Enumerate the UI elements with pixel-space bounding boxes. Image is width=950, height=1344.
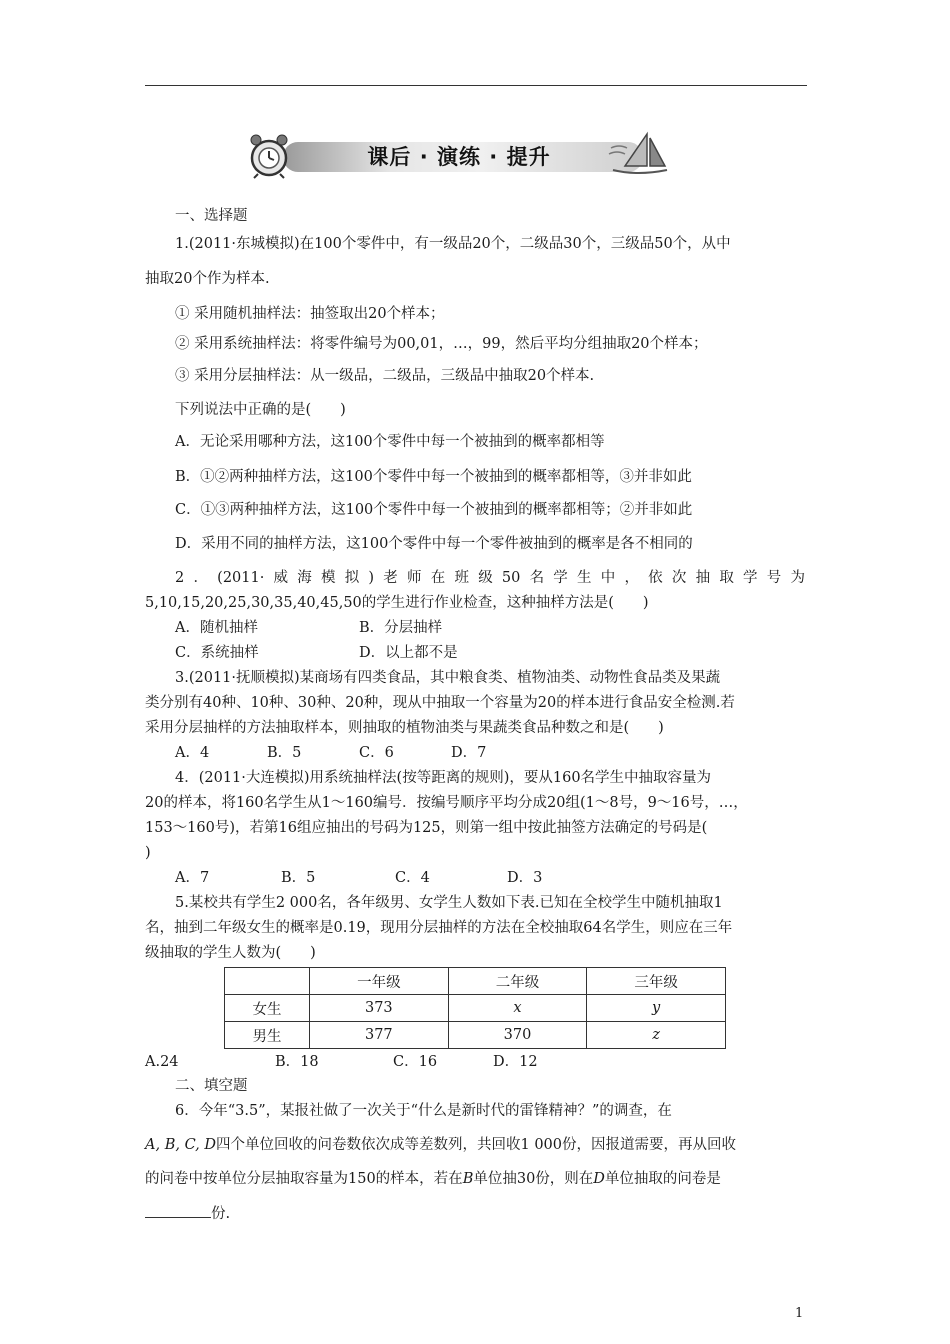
q1-option-b: B．①②两种抽样方法，这100个零件中每一个被抽到的概率都相等，③并非如此 [175,469,692,485]
q5-stem-line2: 名，抽到二年级女生的概率是0.19，现用分层抽样的方法在全校抽取64名学生，则应在三年 [145,920,733,936]
q6-unit-variables: A, B, C, D [145,1137,216,1153]
q3-stem-line3: 采用分层抽样的方法抽取样本，则抽取的植物油类与果蔬类食品种数之和是( ) [145,720,664,736]
table-header-cell: 一年级 [310,968,449,995]
q4-stem-line3: 153～160号)，若第16组应抽出的号码为125，则第一组中按此抽签方法确定的号码是( [145,820,708,836]
q5-grade-table [224,967,726,1049]
table-cell [587,995,726,1022]
q3-stem-line1: 3.(2011·抚顺模拟)某商场有四类食品，其中粮食类、植物油类、动物性食品类及果蔬 [175,670,721,686]
table-header-cell: 二年级 [448,968,587,995]
table-cell: 370 [448,1022,587,1049]
q5-options [145,1052,805,1072]
table-cell [448,995,587,1022]
q6-stem-line3-part: 的问卷中按单位分层抽取容量为150的样本，若在 [145,1171,463,1187]
table-cell: 女生 [225,995,310,1022]
page-number: 1 [795,1306,804,1321]
q1-option-c: C．①③两种抽样方法，这100个零件中每一个被抽到的概率都相等；②并非如此 [175,502,693,518]
q1-prompt: 下列说法中正确的是( ) [175,402,346,418]
table-cell: 373 [310,995,449,1022]
section-banner [243,128,675,180]
q6-stem-line2-text: 四个单位回收的问卷数依次成等差数列，共回收1 000份，因报道需要，再从回收 [216,1137,737,1153]
q1-method-1: ① 采用随机抽样法：抽签取出20个样本； [175,306,445,322]
q5-option-c: C．16 [393,1054,438,1070]
q6-stem-line3-part: 单位抽取的问卷是 [604,1171,721,1187]
table-cell: 男生 [225,1022,310,1049]
q5-option-a: A.24 [145,1054,179,1070]
q1-stem-line2: 抽取20个作为样本. [145,271,270,287]
q6-stem-line2 [145,1135,805,1155]
q6-var-d: D [593,1171,605,1187]
q1-option-d: D．采用不同的抽样方法，这100个零件中每一个零件被抽到的概率是各不相同的 [175,536,693,552]
q4-option-d: D．3 [507,870,543,886]
q2-option-d: D．以上都不是 [359,645,458,661]
table-cell-variable: y [652,1000,661,1016]
q4-options [175,868,805,888]
q2-stem-line1: 2．(2011·威海模拟)老师在班级50名学生中，依次抽取学号为 [175,570,805,586]
table-cell [587,1022,726,1049]
table-cell-variable: x [513,1000,522,1016]
q6-stem-line4-text: 份. [211,1206,231,1222]
header-rule [145,85,807,86]
q3-options [175,743,805,763]
q3-option-d: D．7 [451,745,487,761]
q1-method-2: ② 采用系统抽样法：将零件编号为00,01，…，99，然后平均分组抽取20个样本； [175,336,708,352]
sailboat-icon [607,130,669,176]
table-cell: 377 [310,1022,449,1049]
q2-option-c: C．系统抽样 [175,645,259,661]
table-header-cell [225,968,310,995]
banner-title: 课后 · 演练 · 提升 [367,145,551,169]
q3-stem-line2: 类分别有40种、10种、30种、20种，现从中抽取一个容量为20的样本进行食品安全检测.若 [145,695,735,711]
q1-stem-line1: 1.(2011·东城模拟)在100个零件中，有一级品20个，二级品30个，三级品50个，从中 [175,236,731,252]
q5-option-b: B．18 [275,1054,319,1070]
table-header-cell: 三年级 [587,968,726,995]
table-header-row [225,968,726,995]
q3-option-a: A．4 [175,745,210,761]
q1-method-3: ③ 采用分层抽样法：从一级品，二级品，三级品中抽取20个样本. [175,368,595,384]
q4-stem-line4: ) [145,845,151,861]
q5-stem-line1: 5.某校共有学生2 000名，各年级男、女学生人数如下表.已知在全校学生中随机抽取1 [175,895,723,911]
table-row [225,995,726,1022]
q3-option-c: C．6 [359,745,394,761]
q4-option-b: B．5 [281,870,316,886]
q6-stem-line3 [145,1169,805,1189]
section-choice-heading: 一、选择题 [175,208,248,224]
q6-stem-line4 [145,1203,805,1224]
answer-blank[interactable] [145,1203,211,1218]
q2-option-a: A．随机抽样 [175,620,258,636]
q2-stem-line2: 5,10,15,20,25,30,35,40,45,50的学生进行作业检查，这种抽样方法是( ) [145,595,649,611]
q4-stem-line1: 4．(2011·大连模拟)用系统抽样法(按等距离的规则)，要从160名学生中抽取容量为 [175,770,712,786]
q6-var-b: B [462,1171,474,1187]
q5-stem-line3: 级抽取的学生人数为( ) [145,945,316,961]
q4-option-c: C．4 [395,870,430,886]
q2-options-row2 [175,643,805,663]
q6-stem-line3-part: 单位抽30份，则在 [473,1171,594,1187]
q4-option-a: A．7 [175,870,210,886]
q5-option-d: D．12 [493,1054,538,1070]
table-cell-variable: z [652,1027,660,1043]
q6-stem-line1: 6．今年“3.5”，某报社做了一次关于“什么是新时代的雷锋精神？”的调查，在 [175,1103,672,1119]
q2-options-row1 [175,618,805,638]
q4-stem-line2: 20的样本，将160名学生从1～160编号．按编号顺序平均分成20组(1～8号，9～16号，…， [145,795,748,811]
q3-option-b: B．5 [267,745,302,761]
q1-option-a: A．无论采用哪种方法，这100个零件中每一个被抽到的概率都相等 [175,434,605,450]
table-row [225,1022,726,1049]
section-fill-heading: 二、填空题 [175,1078,248,1094]
q2-option-b: B．分层抽样 [359,620,443,636]
